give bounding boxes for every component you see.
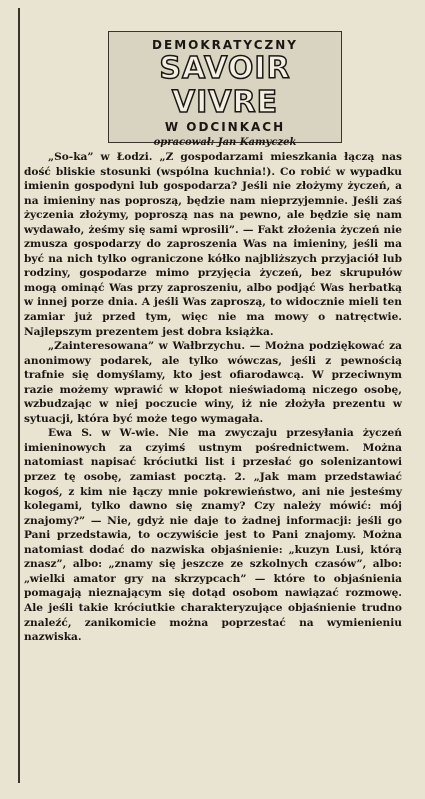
paragraph-lead: „Zainteresowana” w Wałbrzychu.: [48, 340, 246, 353]
column-header: [108, 31, 342, 148]
header-kicker: DEMOKRATYCZNY: [152, 38, 298, 52]
paragraph-3: [24, 426, 402, 644]
column-rule: [18, 8, 20, 783]
paragraph-body: „Z gospodarzami mieszkania łączą nas dość bliskie stosunki (wspólna kuchnia!). Co robić w wypadku imienin gospodyni lub gospodarza? Jeśli nie złożymy życzeń, a na imieniny nas poproszą, będzie nam nieprzyjemnie. Jeśli zaś życzenia złożymy, poproszą nas na pewno, ale będzie się nam wydawało, żeśmy się sami wprosili”. — Fakt złożenia życzeń nie zmusza gospodarzy do zaproszenia Was na imieniny, jeśli ma być na nich tylko ograniczone kółko najbliższych przyjaciół lub rodziny, gospodarze mimo przyjęcia życzeń, bez skrupułów mogą ominąć Was przy zaproszeniu, albo podjąć Was herbatką w innej porze dnia. A jeśli Was zaproszą, to widocznie mieli ten zamiar już przed tym, więc nie ma mowy o natręctwie. Najlepszym prezentem jest dobra książka.: [24, 151, 402, 338]
header-subtitle: W ODCINKACH: [164, 120, 286, 134]
header-author: opracował: Jan Kamyczek: [153, 137, 297, 148]
paragraph-2: [24, 339, 402, 426]
article-body: [24, 150, 402, 645]
paragraph-1: [24, 150, 402, 339]
paragraph-body: Nie ma zwyczaju przesyłania życzeń imieninowych za czyimś ustnym pośrednictwem. Można natomiast napisać króciutki list i przesłać go solenizantowi przez tę osobę, zamiast pocztą. 2. „Jak mam przedstawiać kogoś, z kim nie łączy mnie pokrewieństwo, ani nie jesteśmy kolegami, tylko dawno się znamy? Czy należy mówić: mój znajomy?” — Nie, gdyż nie daje to żadnej informacji: jeśli go Pani przedstawia, to oczywiście jest to Pani znajomy. Można natomiast dodać do nazwiska objaśnienie: „kuzyn Lusi, którą znasz”, albo: „znamy się jeszcze ze szkolnych czasów”, albo: „wielki amator gry na skrzypcach” — które to objaśnienia pomagają nieznającym się dotąd osobom nawiązać rozmowę. Ale jeśli takie króciutkie charakteryzujące objaśnienie trudno znaleźć, zanikomicie można poprzestać na wymienieniu nazwiska.: [24, 427, 402, 644]
paragraph-lead: Ewa S. w W-wie.: [48, 427, 159, 440]
header-title: SAVOIR VIVRE: [159, 51, 291, 120]
paragraph-lead: „So-ka” w Łodzi.: [48, 151, 153, 163]
paragraph-body: — Można podziękować za anonimowy podarek, ale tylko wówczas, jeśli z pewnością trafnie się domyślamy, kto jest ofiarodawcą. W przeciwnym razie możemy wprawić w kłopot nieświadomą niczego osobę, wzbudzając w niej poczucie winy, iż nie złożyła prezentu w sytuacji, która być może tego wymagała.: [24, 340, 402, 425]
